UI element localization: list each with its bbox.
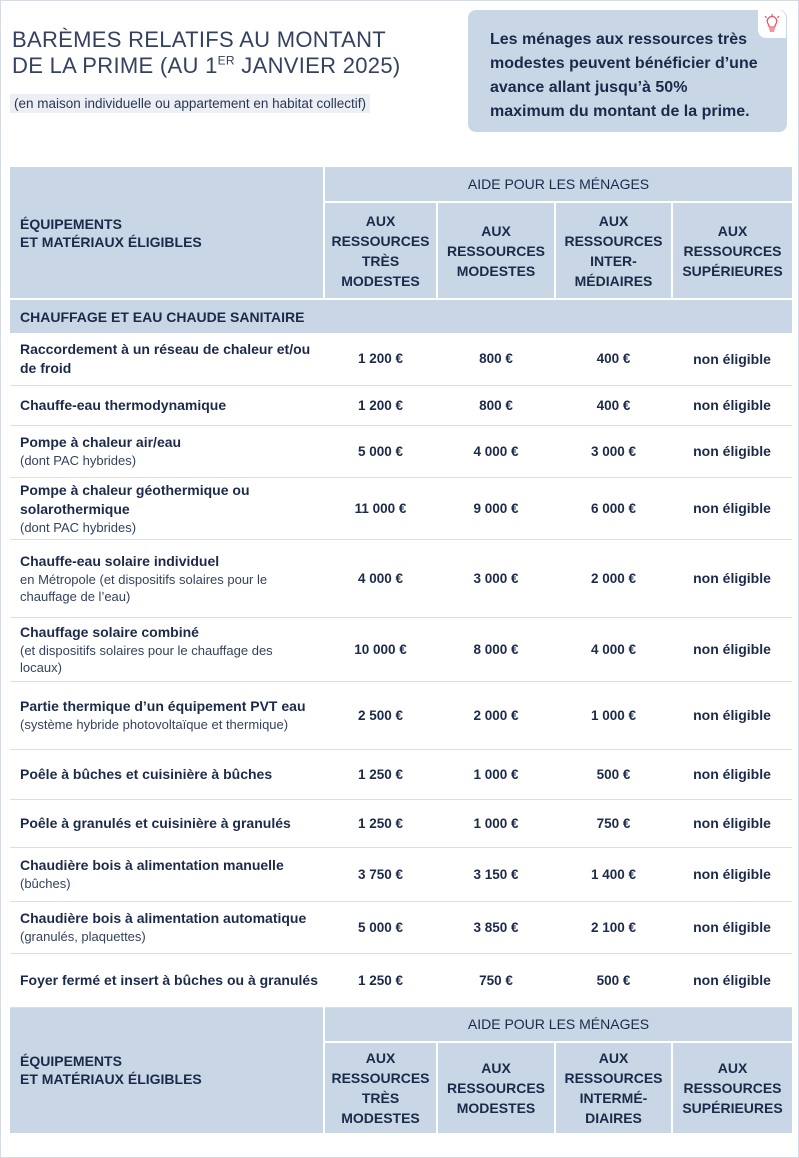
value-tres-modestes: 11 000 € — [324, 477, 437, 539]
table-row-poele-granules — [10, 799, 792, 847]
value-tres-modestes: 1 200 € — [324, 333, 437, 385]
value-tres-modestes: 1 200 € — [324, 385, 437, 425]
value-tres-modestes: 1 250 € — [324, 749, 437, 799]
equipment-cell — [10, 681, 324, 749]
title-line-2-post: JANVIER 2025) — [234, 53, 401, 78]
value-modestes: 3 150 € — [437, 847, 555, 901]
value-intermediaires: 750 € — [555, 799, 672, 847]
value-modestes: 8 000 € — [437, 617, 555, 681]
equipment-name: Foyer fermé et insert à bûches ou à granulés — [20, 971, 318, 988]
callout-text: Les ménages aux ressources très modestes peuvent bénéficier d’une avance allant jusqu’à 50% maximum du montant de la prime. — [490, 31, 758, 120]
section-row — [10, 299, 792, 333]
title-superscript: ER — [217, 53, 235, 68]
equipment-header-line-2: ET MATÉRIAUX ÉLIGIBLES — [20, 233, 202, 250]
table-row-pac-geothermique — [10, 477, 792, 539]
value-modestes: 1 000 € — [437, 799, 555, 847]
equipment-note: en Métropole (et dispositifs solaires pour le chauffage de l’eau) — [20, 571, 268, 604]
col-header-tres-modestes: AUX RESSOURCES TRÈS MODESTES — [324, 202, 437, 299]
value-modestes: 3 850 € — [437, 901, 555, 953]
title-line-1: BARÈMES RELATIFS AU MONTANT — [12, 27, 387, 52]
equipment-name: Raccordement à un réseau de chaleur et/ou de froid — [20, 340, 311, 376]
value-intermediaires: 3 000 € — [555, 425, 672, 477]
equipment-cell — [10, 617, 324, 681]
value-superieures: non éligible — [672, 617, 792, 681]
equipment-cell — [10, 749, 324, 799]
value-tres-modestes: 1 250 € — [324, 799, 437, 847]
value-intermediaires: 2 100 € — [555, 901, 672, 953]
prime-table — [10, 167, 792, 1133]
equipment-name: Pompe à chaleur air/eau — [20, 434, 182, 450]
value-intermediaires: 500 € — [555, 953, 672, 1007]
table-row-pac-air-eau — [10, 425, 792, 477]
footer-aide-header: AIDE POUR LES MÉNAGES — [324, 1007, 792, 1042]
col-header-modestes: AUX RESSOURCES MODESTES — [437, 202, 555, 299]
value-intermediaires: 1 000 € — [555, 681, 672, 749]
footer-equipment-header-line-2: ET MATÉRIAUX ÉLIGIBLES — [20, 1071, 202, 1088]
section-title: CHAUFFAGE ET EAU CHAUDE SANITAIRE — [10, 299, 792, 333]
equipment-name: Chaudière bois à alimentation manuelle — [20, 856, 284, 873]
table-row-chaudiere-bois-manuelle — [10, 847, 792, 901]
table-row-foyer-ferme-insert — [10, 953, 792, 1007]
footer-equipment-header — [10, 1007, 324, 1133]
equipment-name: Pompe à chaleur géothermique ou solarothermique — [20, 481, 250, 517]
value-superieures: non éligible — [672, 681, 792, 749]
info-callout — [468, 10, 787, 132]
value-tres-modestes: 4 000 € — [324, 539, 437, 617]
equipment-note: (dont PAC hybrides) — [20, 453, 137, 468]
value-intermediaires: 6 000 € — [555, 477, 672, 539]
table-row-chaudiere-bois-automatique — [10, 901, 792, 953]
value-tres-modestes: 3 750 € — [324, 847, 437, 901]
value-intermediaires: 4 000 € — [555, 617, 672, 681]
value-modestes: 750 € — [437, 953, 555, 1007]
equipment-name: Poêle à granulés et cuisinière à granulés — [20, 814, 291, 831]
equipment-cell — [10, 901, 324, 953]
value-superieures: non éligible — [672, 799, 792, 847]
equipment-name: Chauffage solaire combiné — [20, 623, 199, 640]
table-row-raccordement-reseau — [10, 333, 792, 385]
value-tres-modestes: 10 000 € — [324, 617, 437, 681]
value-modestes: 9 000 € — [437, 477, 555, 539]
equipment-name: Partie thermique d’un équipement PVT eau — [20, 697, 306, 714]
value-tres-modestes: 2 500 € — [324, 681, 437, 749]
value-superieures: non éligible — [672, 749, 792, 799]
value-intermediaires: 400 € — [555, 385, 672, 425]
equipment-name: Chauffe-eau solaire individuel — [20, 552, 220, 569]
equipment-name: Chaudière bois à alimentation automatique — [20, 909, 307, 926]
equipment-header — [10, 167, 324, 299]
equipment-note: (système hybride photovoltaïque et thermique) — [20, 716, 289, 732]
value-superieures: non éligible — [672, 385, 792, 425]
equipment-header-line-1: ÉQUIPEMENTS — [20, 215, 122, 232]
table-row-chauffage-solaire-combine — [10, 617, 792, 681]
title-line-2-pre: DE LA PRIME (AU 1 — [12, 53, 218, 78]
equipment-note: (bûches) — [20, 875, 71, 891]
value-superieures: non éligible — [672, 425, 792, 477]
table-row-chauffe-eau-thermodynamique — [10, 385, 792, 425]
value-modestes: 1 000 € — [437, 749, 555, 799]
table-footer-header-row — [10, 1007, 792, 1042]
value-modestes: 3 000 € — [437, 539, 555, 617]
page-title — [12, 27, 401, 79]
equipment-cell — [10, 385, 324, 425]
table-row-poele-buches — [10, 749, 792, 799]
equipment-note: (et dispositifs solaires pour le chauffage des locaux) — [20, 642, 273, 675]
table-header-row — [10, 167, 792, 202]
footer-equipment-header-line-1: ÉQUIPEMENTS — [20, 1053, 122, 1070]
equipment-name: Chauffe-eau thermodynamique — [20, 396, 227, 413]
value-tres-modestes: 5 000 € — [324, 901, 437, 953]
value-intermediaires: 1 400 € — [555, 847, 672, 901]
table-row-pvt-eau — [10, 681, 792, 749]
page-subtitle: (en maison individuelle ou appartement en habitat collectif) — [10, 94, 370, 113]
value-superieures: non éligible — [672, 901, 792, 953]
equipment-note: (granulés, plaquettes) — [20, 928, 146, 944]
value-modestes: 2 000 € — [437, 681, 555, 749]
footer-col-header-modestes: AUX RESSOURCES MODESTES — [437, 1042, 555, 1133]
equipment-cell — [10, 953, 324, 1007]
value-modestes: 800 € — [437, 385, 555, 425]
footer-col-header-tres-modestes: AUX RESSOURCES TRÈS MODESTES — [324, 1042, 437, 1133]
value-intermediaires: 500 € — [555, 749, 672, 799]
value-superieures: non éligible — [672, 847, 792, 901]
equipment-cell — [10, 539, 324, 617]
lightbulb-icon — [758, 10, 786, 38]
value-superieures: non éligible — [672, 539, 792, 617]
col-header-intermediaires: AUX RESSOURCES INTER- MÉDIAIRES — [555, 202, 672, 299]
table-row-chauffe-eau-solaire — [10, 539, 792, 617]
equipment-cell — [10, 477, 324, 539]
value-modestes: 800 € — [437, 333, 555, 385]
value-superieures: non éligible — [672, 333, 792, 385]
value-intermediaires: 400 € — [555, 333, 672, 385]
value-modestes: 4 000 € — [437, 425, 555, 477]
value-tres-modestes: 5 000 € — [324, 425, 437, 477]
value-tres-modestes: 1 250 € — [324, 953, 437, 1007]
footer-col-header-superieures: AUX RESSOURCES SUPÉRIEURES — [672, 1042, 792, 1133]
table-body — [10, 333, 792, 1007]
equipment-name: Poêle à bûches et cuisinière à bûches — [20, 765, 273, 782]
equipment-cell — [10, 425, 324, 477]
equipment-cell — [10, 847, 324, 901]
value-intermediaires: 2 000 € — [555, 539, 672, 617]
aide-header: AIDE POUR LES MÉNAGES — [324, 167, 792, 202]
value-superieures: non éligible — [672, 477, 792, 539]
footer-col-header-intermediaires: AUX RESSOURCES INTERMÉ- DIAIRES — [555, 1042, 672, 1133]
equipment-cell — [10, 333, 324, 385]
equipment-cell — [10, 799, 324, 847]
value-superieures: non éligible — [672, 953, 792, 1007]
equipment-note: (dont PAC hybrides) — [20, 519, 137, 535]
col-header-superieures: AUX RESSOURCES SUPÉRIEURES — [672, 202, 792, 299]
